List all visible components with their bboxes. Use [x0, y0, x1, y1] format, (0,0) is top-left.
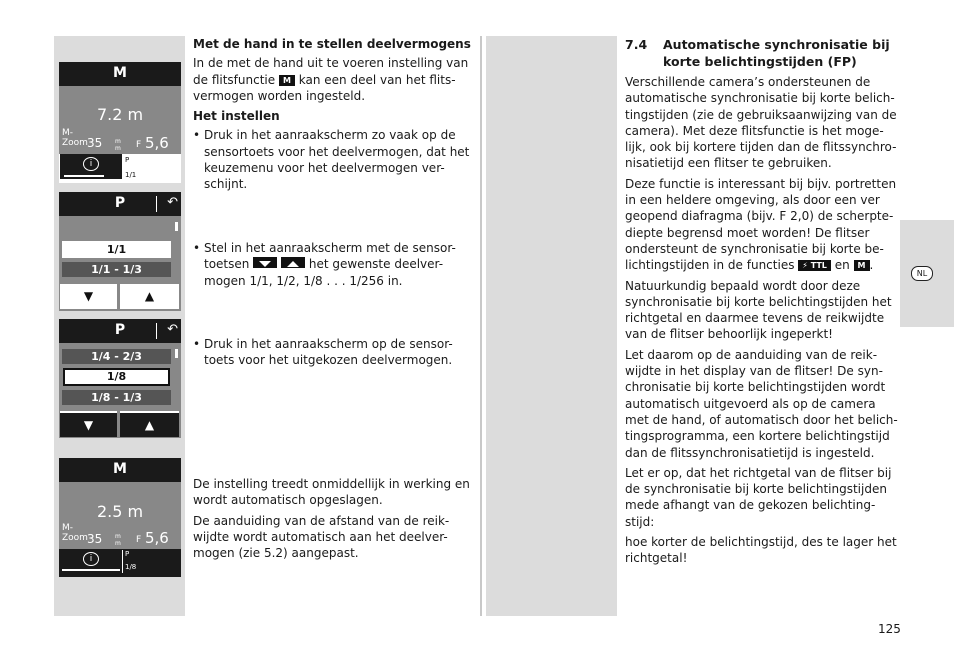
paragraph-5: Let er op, dat het richtgetal van de flitser bij de synchronisatie bij korte belichtingstijden mede afhangt van de gekozen belichting-stijd: [625, 465, 892, 529]
arrow-up-key-icon [281, 257, 305, 268]
step-text: Druk in het aanraakscherm op de sensor-toets voor het uitgekozen deelvermogen. [204, 337, 453, 368]
flash-display-manual-updated [59, 458, 181, 577]
section-title-line2: korte belichtingstijden (FP) [663, 54, 857, 69]
info-bar [62, 569, 120, 571]
power-option-selected[interactable]: 1/8 [63, 368, 170, 386]
instruction-step-1: • Druk in het aanraakscherm zo vaak op de sensortoets voor het deelvermogen, dat het keuzemenu voor het deelvermogen ver-schijnt. [193, 127, 478, 192]
display-bottom-bar [59, 154, 181, 183]
header-separator [156, 323, 157, 339]
display-bottom-bar [59, 549, 181, 577]
aperture-label: F [136, 140, 142, 150]
mode-label: M [113, 65, 127, 81]
power-option-selected[interactable]: 1/1 [62, 241, 171, 258]
ttl-mode-icon: ⚡ TTL [798, 260, 831, 271]
aperture-value: 5,6 [145, 134, 169, 152]
decrease-button[interactable] [60, 284, 117, 309]
step-text: Druk in het aanraakscherm zo vaak op de sensortoets voor het deelvermogen, dat het keuzemenu voor het deelvermogen ver-schijnt. [204, 128, 470, 192]
intro-paragraph [193, 55, 478, 104]
range-paragraph: De aanduiding van de afstand van de reik-wijdte wordt automatisch aan het deelver-mogen (zie 5.2) aangepast. [193, 513, 450, 561]
increase-button[interactable] [120, 411, 179, 437]
zoom-label: M- Zoom [62, 523, 88, 543]
middle-gray-strip [486, 36, 617, 616]
mode-label: P [114, 195, 126, 211]
distance-readout: 2.5 m [96, 502, 144, 521]
aperture-value: 5,6 [145, 529, 169, 547]
header-separator [156, 196, 157, 212]
conjunction: en [834, 258, 850, 273]
zoom-unit: m m [115, 138, 121, 152]
power-readout[interactable] [123, 550, 136, 572]
scroll-indicator[interactable] [175, 349, 178, 358]
left-text-step2 [193, 240, 478, 289]
paragraph-2-text: Deze functie is interessant bij bijv. portretten in een heldere omgeving, als door een ver geopend diafragma (bijv. F 2,0) de scherpte-diepte begrensd moet worden! De flitser ondersteunt de synchronisatie bij korte be-lichtingstijden in de functies [625, 176, 897, 273]
arrow-up-icon: ▲ [144, 289, 155, 303]
manual-mode-icon: M [854, 260, 870, 271]
display-header [59, 192, 181, 216]
decrease-button[interactable] [60, 411, 117, 437]
section-title [625, 36, 890, 70]
arrow-down-icon: ▼ [83, 418, 94, 432]
intro-text-cont: kan een deel van het flits-vermogen worden ingesteld. [193, 72, 456, 103]
power-value: 1/1 [125, 171, 137, 179]
left-text-top [193, 36, 478, 193]
power-readout[interactable] [123, 156, 136, 180]
paragraph-4: Let daarom op de aanduiding van de reik-wijdte in het display van de flitser! De syn-chronisatie bij korte belichtingstijden wordt automatisch uitgevoerd als op de camera met de hand, of automatisch door het belich-tingsprogramma, een kortere belichtingstijd dan de flitssynchronisatietijd is ingesteld. [625, 347, 898, 460]
mode-label: M [113, 461, 127, 477]
flash-display-power-menu [59, 192, 181, 311]
power-label: P [125, 550, 130, 558]
intro-text: In de met de hand uit te voeren instelling van de flitsfunctie [193, 56, 469, 87]
arrow-up-icon: ▲ [144, 418, 155, 432]
flash-display-power-select [59, 319, 181, 438]
section-heading: Met de hand in te stellen deelvermogens [193, 37, 471, 51]
zoom-value: 35 [87, 136, 103, 150]
power-option[interactable]: 1/4 - 2/3 [62, 349, 171, 364]
arrow-down-icon: ▼ [83, 289, 94, 303]
language-badge: NL [911, 266, 933, 281]
info-button[interactable] [60, 154, 122, 179]
instruction-step-2: • Stel in het aanraakscherm met de sensor-toetsen het gewenste deelver-mogen 1/1, 1/2, 1/8 . . . 1/256 in. [193, 240, 478, 289]
power-value: 1/8 [125, 563, 137, 571]
instruction-step-3: • Druk in het aanraakscherm op de sensor-toets voor het uitgekozen deelvermogen. [193, 336, 478, 369]
page-number: 125 [878, 622, 901, 636]
power-option[interactable]: 1/8 - 1/3 [62, 390, 171, 405]
display-header [59, 62, 181, 86]
arrow-down-key-icon [253, 257, 277, 268]
paragraph-1: Verschillende camera’s ondersteunen de automatische synchronisatie bij korte belich-tingstijden (zie de gebruiksaanwijzing van de camera). Met deze flitsfunctie is het moge-lijk, ook bij kortere tijden dan de flitssynchro-nisatietijd een flitser te gebruiken. [625, 75, 897, 171]
scroll-indicator[interactable] [175, 222, 178, 231]
step-text-b: het gewenste deelver-mogen 1/1, 1/2, 1/8 . . . 1/256 in. [204, 257, 444, 288]
increase-button[interactable] [120, 284, 179, 309]
subheading: Het instellen [193, 109, 280, 124]
aperture-label: F [136, 535, 142, 545]
step-text-a: Stel in het aanraakscherm met de sensor-toetsen [204, 241, 456, 272]
back-icon[interactable]: ↶ [167, 195, 178, 210]
info-icon: i [83, 157, 99, 171]
section-number: 7.4 [625, 37, 648, 52]
paragraph-3: Natuurkundig bepaald wordt door deze synchronisatie bij korte belichtingstijden het richtgetal en daarmee tevens de reikwijdte van de flitser behoorlijk ingeperkt! [625, 278, 892, 342]
zoom-value: 35 [87, 532, 103, 546]
section-title-line1: Automatische synchronisatie bij [663, 37, 890, 52]
left-text-bottom [193, 476, 478, 565]
column-divider [480, 36, 482, 616]
back-icon[interactable]: ↶ [167, 322, 178, 337]
mode-label: P [114, 322, 126, 338]
power-option[interactable]: 1/1 - 1/3 [62, 262, 171, 277]
step-text [204, 240, 478, 289]
power-label: P [125, 156, 130, 164]
flash-display-manual [59, 62, 181, 183]
zoom-unit: m m [115, 533, 121, 547]
right-text [625, 74, 900, 571]
paragraph-6: hoe korter de belichtingstijd, des te lager het richtgetal! [625, 535, 897, 566]
confirm-paragraph: De instelling treedt onmiddellijk in werking en wordt automatisch opgeslagen. [193, 477, 470, 508]
ttl-label: TTL [810, 261, 827, 271]
info-icon: i [83, 552, 99, 566]
distance-readout: 7.2 m [96, 105, 144, 124]
display-header [59, 319, 181, 343]
period: . [869, 258, 874, 273]
info-button[interactable] [60, 550, 123, 573]
zoom-label: M- Zoom [62, 128, 88, 148]
info-bar [64, 175, 104, 177]
paragraph-2 [625, 176, 900, 274]
left-text-step3 [193, 336, 478, 369]
display-header [59, 458, 181, 482]
manual-mode-icon: M [279, 75, 295, 86]
